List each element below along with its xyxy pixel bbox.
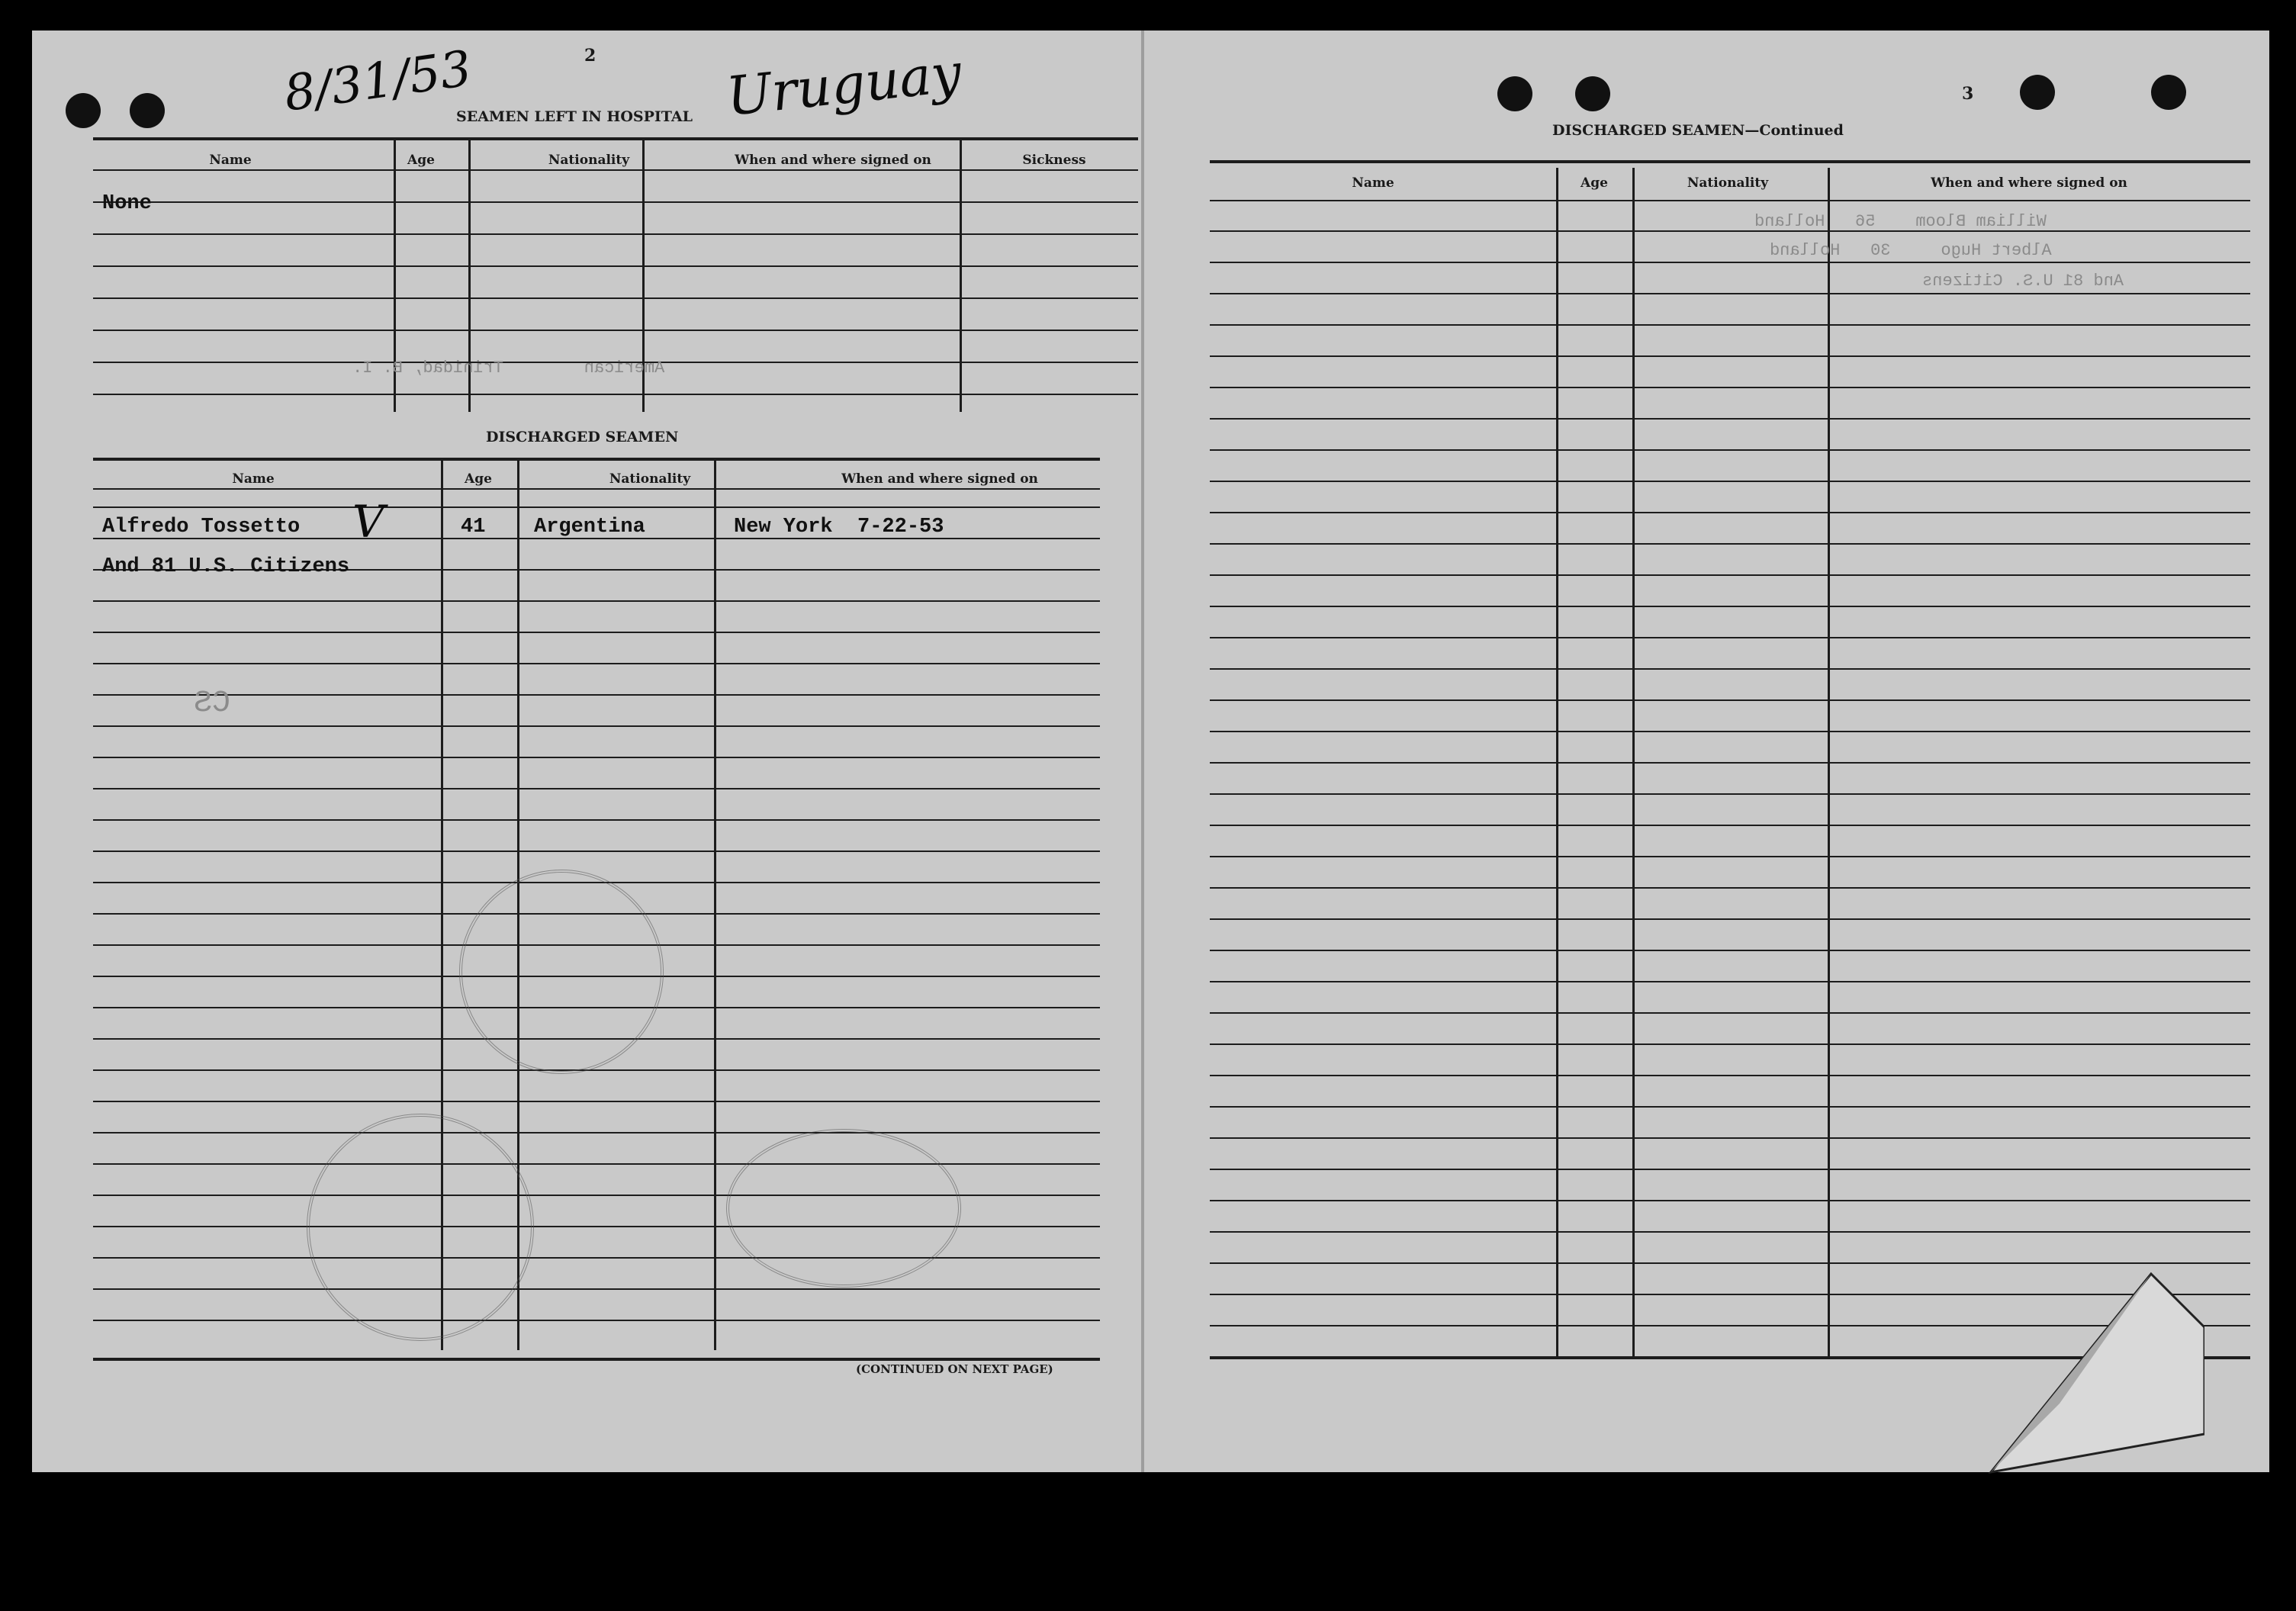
punch-hole [1575,76,1610,111]
hospital-entry: None [102,192,152,215]
col-header-signed-on: When and where signed on [1931,175,2127,191]
continued-note: (CONTINUED ON NEXT PAGE) [856,1362,1053,1376]
punch-hole [2151,75,2186,110]
table-rule [1210,324,2250,326]
table-rule [93,725,1100,727]
table-rule [93,632,1100,633]
col-header-name: Name [1352,175,1394,191]
table-rule [1210,918,2250,920]
table-rule [93,1288,1100,1290]
column-divider [1828,168,1830,1358]
seaman-signed-on: New York 7-22-53 [734,516,944,539]
table-rule [93,1163,1100,1165]
table-rule [93,600,1100,602]
page-number: 3 [1962,84,1974,104]
ink-stamp [459,870,664,1074]
seaman-name: And 81 U.S. Citizens [102,555,350,578]
bleed-through-text: And 81 U.S. Citizens [1922,272,2124,291]
col-header-name: Name [209,153,252,168]
discharged-continued-title: DISCHARGED SEAMEN—Continued [1552,122,1844,139]
table-rule [93,788,1100,789]
table-rule [1210,574,2250,576]
column-divider [1556,168,1558,1358]
table-rule [93,663,1100,664]
punch-hole [2020,75,2055,110]
column-divider [1632,168,1635,1358]
table-rule [93,1069,1100,1071]
col-header-signed-on: When and where signed on [735,153,931,168]
col-header-age: Age [465,471,492,487]
table-rule [1210,1262,2250,1264]
table-rule [93,458,1100,461]
ink-stamp [307,1114,534,1341]
bleed-through-text: American Trinidad, B. I. [352,359,665,378]
bleed-through-text: Albert Hugo 30 Holland [1770,241,2052,260]
table-rule [93,169,1138,171]
col-header-age: Age [1581,175,1608,191]
table-rule [1210,355,2250,357]
punch-hole [130,93,165,128]
table-rule [93,233,1138,235]
table-rule [1210,1231,2250,1233]
page-number: 2 [584,46,597,66]
seaman-name: Alfredo Tossetto [102,516,301,539]
table-rule [1210,1200,2250,1201]
table-rule [1210,668,2250,670]
ink-stamp [726,1129,961,1288]
col-header-name: Name [232,471,275,487]
seaman-nationality: Argentina [534,516,645,539]
table-rule [1210,856,2250,857]
table-rule [93,1358,1100,1361]
table-rule [1210,230,2250,232]
table-rule [93,1257,1100,1259]
table-rule [1210,293,2250,294]
discharged-section-title: DISCHARGED SEAMEN [486,429,679,445]
col-header-signed-on: When and where signed on [841,471,1038,487]
table-rule [1210,200,2250,201]
table-rule [93,488,1100,490]
checkmark: V [352,496,384,548]
table-rule [1210,887,2250,889]
punch-hole [1497,76,1532,111]
table-rule [1210,1169,2250,1170]
table-rule [93,819,1100,821]
bleed-through-mark: CS [194,687,231,721]
table-rule [1210,418,2250,420]
table-rule [93,1320,1100,1321]
hospital-section-title: SEAMEN LEFT IN HOSPITAL [456,108,693,125]
table-rule [93,297,1138,299]
table-rule [1210,481,2250,482]
table-rule [1210,793,2250,795]
table-rule [93,851,1100,852]
table-rule [93,394,1138,395]
table-rule [1210,160,2250,163]
table-rule [1210,731,2250,732]
col-header-nationality: Nationality [609,471,691,487]
table-rule [1210,262,2250,263]
table-rule [1210,1106,2250,1108]
table-rule [93,330,1138,331]
handwritten-date: 8/31/53 [281,40,475,123]
table-rule [1210,606,2250,607]
table-rule [1210,950,2250,951]
table-rule [93,694,1100,696]
table-rule [1210,1075,2250,1076]
table-rule [1210,981,2250,982]
table-rule [93,506,1100,508]
table-rule [93,757,1100,758]
bleed-through-text: William Bloom 56 Holland [1754,212,2047,231]
table-rule [1210,762,2250,764]
table-rule [1210,1012,2250,1014]
table-rule [93,265,1138,267]
table-rule [1210,1043,2250,1045]
table-rule [93,1132,1100,1133]
column-divider [960,137,962,412]
table-rule [93,1101,1100,1102]
table-rule [1210,543,2250,545]
table-rule [1210,449,2250,451]
table-rule [93,201,1138,203]
table-rule [1210,825,2250,826]
handwritten-place: Uruguay [723,41,965,128]
col-header-nationality: Nationality [1687,175,1769,191]
table-rule [1210,512,2250,513]
table-rule [1210,1137,2250,1139]
table-rule [1210,637,2250,638]
left-page [32,31,1153,1472]
table-rule [1210,387,2250,388]
column-divider [714,458,716,1350]
col-header-sickness: Sickness [1022,153,1086,168]
punch-hole [66,93,101,128]
seaman-age: 41 [461,516,486,539]
right-page [1144,31,2269,1472]
table-rule [1210,699,2250,701]
table-rule [93,137,1138,140]
col-header-nationality: Nationality [548,153,630,168]
folded-corner [1976,1266,2204,1480]
col-header-age: Age [407,153,435,168]
